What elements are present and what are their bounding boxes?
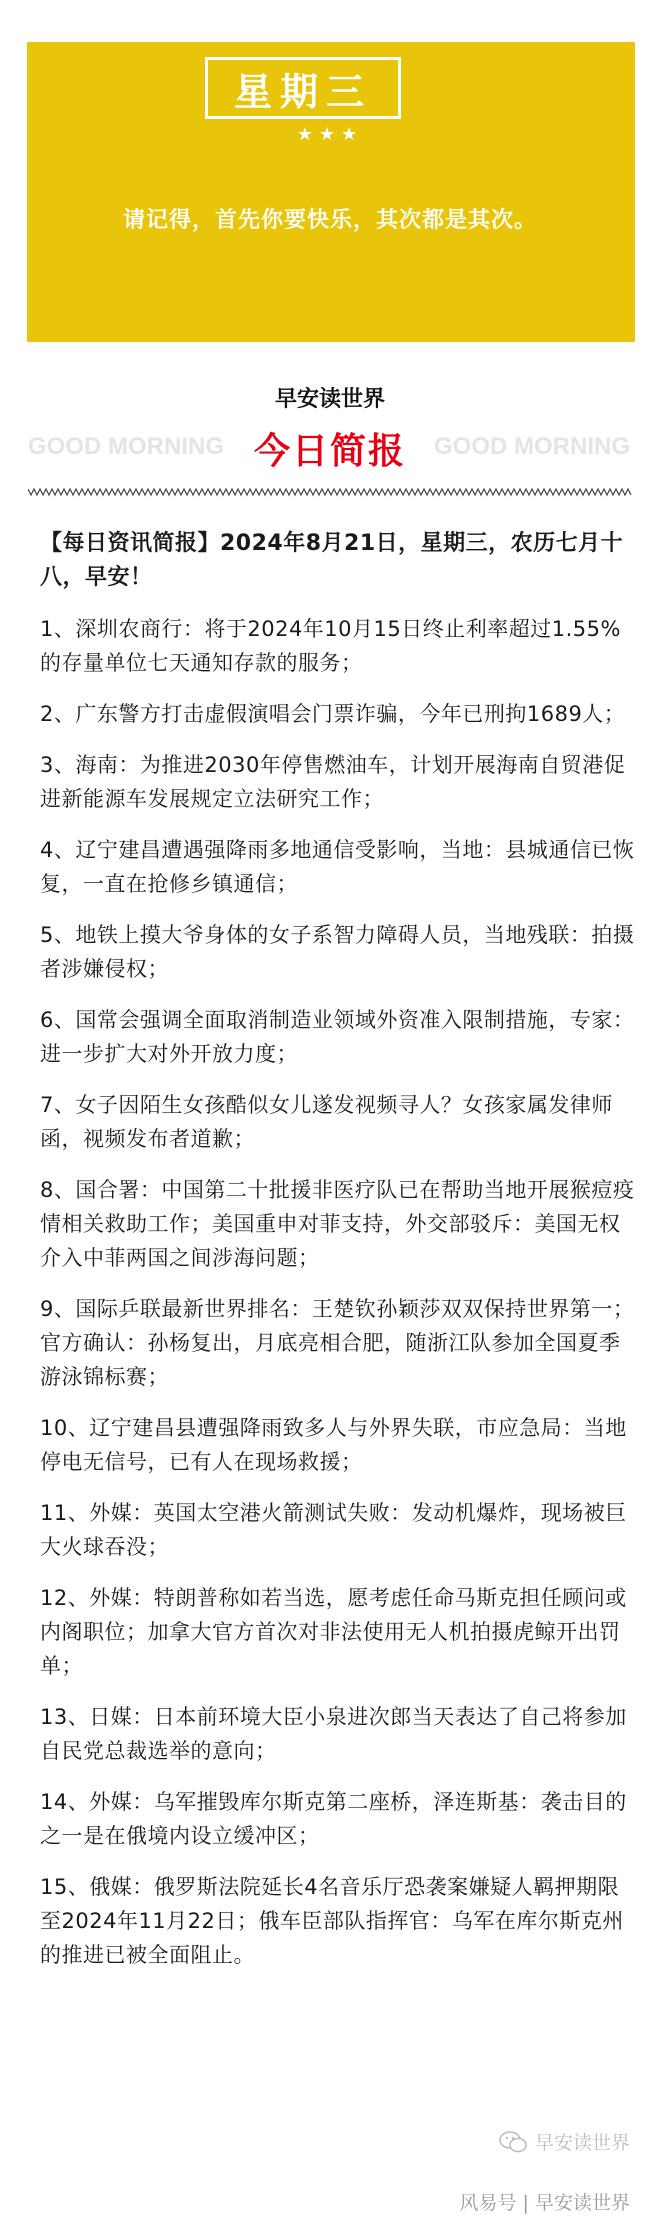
news-item: 4、辽宁建昌遭遇强降雨多地通信受影响，当地：县城通信已恢复，一直在抢修乡镇通信； — [40, 838, 635, 896]
news-item: 2、广东警方打击虚假演唱会门票诈骗，今年已刑拘1689人； — [40, 702, 626, 726]
source-label: 风易号 | 早安读世界 — [459, 2192, 630, 2214]
watermark-text: 早安读世界 — [534, 2132, 630, 2154]
news-item: 13、日媒：日本前环境大臣小泉进次郎当天表达了自己将参加自民党总裁选举的意向； — [40, 1705, 627, 1763]
watermark — [499, 2128, 630, 2155]
page-title: 今日简报 — [253, 431, 406, 472]
wechat-icon — [499, 2131, 527, 2153]
good-morning-left: GOOD MORNING — [28, 433, 224, 460]
zigzag-divider — [28, 487, 632, 497]
news-item: 6、国常会强调全面取消制造业领域外资准入限制措施，专家：进一步扩大对外开放力度； — [40, 1008, 635, 1066]
news-item: 7、女子因陌生女孩酷似女儿遂发视频寻人？女孩家属发律师函，视频发布者道歉； — [40, 1093, 613, 1151]
brief-intro: 【每日资讯简报】2024年8月21日，星期三，农历七月十八，早安！ — [40, 531, 624, 590]
news-item: 1、深圳农商行：将于2024年10月15日终止利率超过1.55%的存量单位七天通知存款的服务； — [40, 617, 621, 675]
news-item: 14、外媒：乌军摧毁库尔斯克第二座桥，泽连斯基：袭击目的之一是在俄境内设立缓冲区； — [40, 1790, 627, 1848]
brand-name: 早安读世界 — [274, 387, 385, 412]
news-content — [40, 527, 640, 1989]
news-item: 8、国合署：中国第二十批援非医疗队已在帮助当地开展猴痘疫情相关救助工作；美国重申对菲支持，外交部驳斥：美国无权介入中菲两国之间涉海问题； — [40, 1178, 635, 1270]
news-item: 9、国际乒联最新世界排名：王楚钦孙颖莎双双保持世界第一；官方确认：孙杨复出，月底亮相合肥，随浙江队参加全国夏季游泳锦标赛； — [40, 1297, 635, 1389]
news-item: 12、外媒：特朗普称如若当选，愿考虑任命马斯克担任顾问或内阁职位；加拿大官方首次对非法使用无人机拍摄虎鲸开出罚单； — [40, 1586, 627, 1678]
news-list — [40, 612, 640, 1972]
banner-tagline: 请记得，首先你要快乐，其次都是其次。 — [122, 208, 537, 233]
news-item: 10、辽宁建昌县遭强降雨致多人与外界失联，市应急局：当地停电无信号，已有人在现场救援； — [40, 1416, 627, 1474]
weekday-title: 星期三 — [205, 57, 401, 119]
star-icons: ★★★ — [296, 124, 364, 145]
news-item: 5、地铁上摸大爷身体的女子系智力障碍人员，当地残联：拍摄者涉嫌侵权； — [40, 923, 635, 981]
good-morning-right: GOOD MORNING — [434, 433, 630, 460]
news-item: 15、俄媒：俄罗斯法院延长4名音乐厅恐袭案嫌疑人羁押期限至2024年11月22日；俄车臣部队指挥官：乌军在库尔斯克州的推进已被全面阻止。 — [40, 1875, 624, 1967]
news-item: 3、海南：为推进2030年停售燃油车，计划开展海南自贸港促进新能源车发展规定立法研究工作； — [40, 753, 626, 811]
news-item: 11、外媒：英国太空港火箭测试失败：发动机爆炸，现场被巨大火球吞没； — [40, 1501, 627, 1559]
